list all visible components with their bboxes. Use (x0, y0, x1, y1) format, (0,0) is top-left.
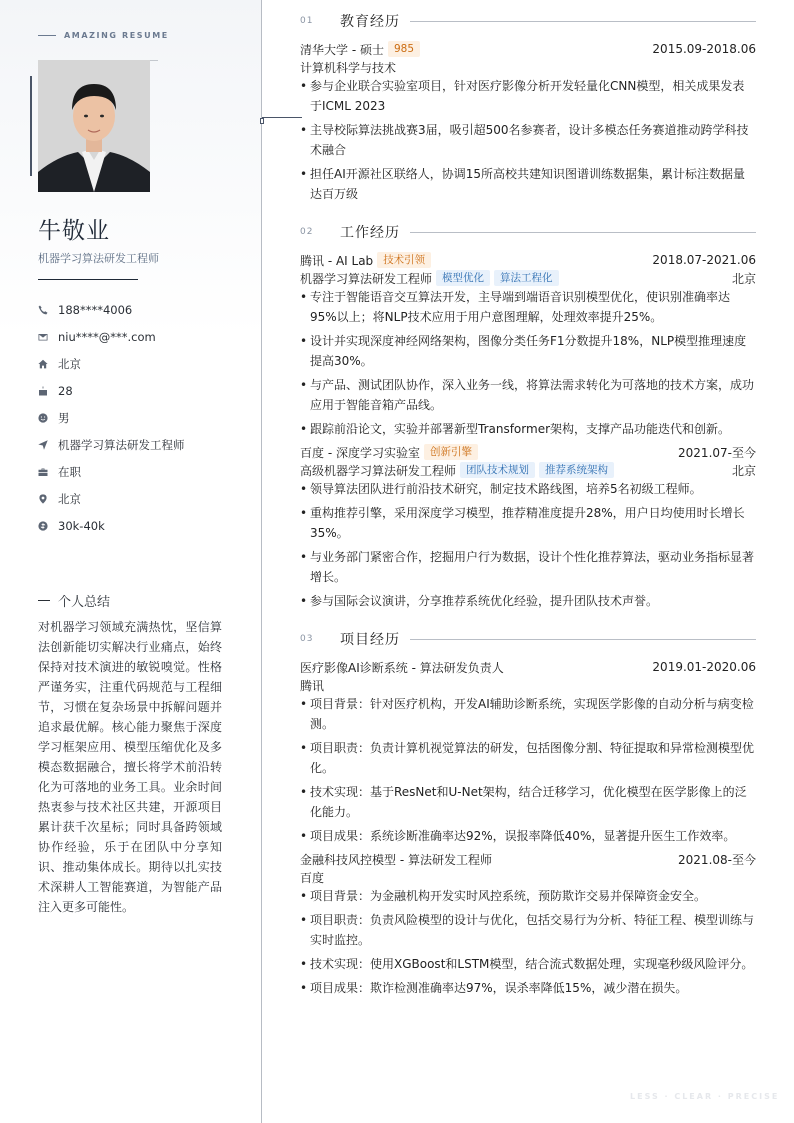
section-title: 工作经历 (340, 225, 400, 241)
education-entry (300, 40, 756, 58)
project-entry-1 (300, 658, 756, 676)
project-date: 2019.01-2020.06 (652, 660, 756, 674)
job-position-line-2 (300, 461, 756, 479)
job-position: 高级机器学习算法研发工程师 (300, 463, 457, 478)
section-rule (410, 21, 756, 22)
skill-tag: 推荐系统架构 (539, 462, 614, 478)
coin-icon (38, 521, 58, 531)
section-education-header (300, 11, 756, 31)
info-status (38, 458, 248, 485)
summary-heading (38, 591, 110, 610)
section-rule (410, 639, 756, 640)
project-entry-2 (300, 850, 756, 868)
list-item: • 主导校际算法挑战赛3届，吸引超500名参赛者，设计多模态任务赛道推动跨学科技术融合 (300, 120, 756, 160)
info-age-text: 28 (58, 383, 73, 398)
brand-text: AMAZING RESUME (64, 31, 169, 40)
info-job-target (38, 431, 248, 458)
info-phone-text: 188****4006 (58, 302, 133, 317)
project-org-line-2 (300, 868, 756, 886)
footer-watermark: LESS · CLEAR · PRECISE (630, 1092, 780, 1101)
sidebar (0, 0, 262, 1123)
info-salary (38, 512, 248, 539)
info-status-text: 在职 (58, 464, 81, 479)
list-item: • 担任AI开源社区联络人，协调15所高校共建知识图谱训练数据集，累计标注数据量达百万级 (300, 164, 756, 204)
summary-dash (38, 600, 50, 601)
section-title: 项目经历 (340, 632, 400, 648)
list-item: • 项目职责：负责计算机视觉算法的研发，包括图像分割、特征提取和异常检测模型优化。 (300, 738, 756, 778)
briefcase-icon (38, 467, 58, 477)
list-item: • 技术实现：基于ResNet和U-Net架构，结合迁移学习，优化模型在医学影像上的泛化能力。 (300, 782, 756, 822)
cake-icon (38, 386, 58, 396)
timeline-tick (262, 117, 302, 118)
skill-tag: 模型优化 (436, 270, 490, 286)
section-work-header (300, 222, 756, 242)
send-icon (38, 440, 58, 450)
job-city: 北京 (731, 271, 756, 286)
project-date: 2021.08-至今 (678, 852, 756, 867)
job-bullets-1 (300, 287, 756, 443)
section-title: 教育经历 (340, 14, 400, 30)
info-location-text: 北京 (58, 491, 81, 506)
section-rule (410, 232, 756, 233)
list-item: • 与业务部门紧密合作，挖掘用户行为数据，设计个性化推荐算法，驱动业务指标显著增长。 (300, 547, 756, 587)
smile-icon (38, 413, 58, 423)
job-entry-1 (300, 251, 756, 269)
list-item: • 设计并实现深度神经网络架构，图像分类任务F1分数提升18%，NLP模型推理速度提高30%。 (300, 331, 756, 371)
photo-frame-accent (30, 76, 32, 176)
section-number: 01 (300, 16, 314, 26)
portrait-image (38, 60, 150, 192)
company-tag: 技术引领 (377, 252, 431, 268)
contact-info (38, 296, 248, 539)
info-email (38, 323, 248, 350)
section-number: 03 (300, 634, 314, 644)
school-tag: 985 (388, 41, 420, 57)
education-major-line (300, 58, 756, 76)
education-bullets (300, 76, 756, 208)
mail-icon (38, 332, 58, 342)
avatar (38, 60, 150, 192)
project-bullets-1 (300, 694, 756, 850)
job-bullets-2 (300, 479, 756, 615)
candidate-role: 机器学习算法研发工程师 (38, 252, 159, 265)
list-item: • 重构推荐引擎，采用深度学习模型，推荐精准度提升28%，用户日均使用时长增长35%。 (300, 503, 756, 543)
info-phone (38, 296, 248, 323)
role-divider (38, 279, 138, 280)
info-age (38, 377, 248, 404)
list-item: • 专注于智能语音交互算法开发，主导端到端语音识别模型优化，使识别准确率达95%以上；将NLP技术应用于用户意图理解，处理效率提升25%。 (300, 287, 756, 327)
list-item: • 项目成果：欺诈检测准确率达97%，误杀率降低15%，减少潜在损失。 (300, 978, 756, 998)
job-position-line-1 (300, 269, 756, 287)
list-item: • 参与企业联合实验室项目，针对医疗影像分析开发轻量化CNN模型，相关成果发表于ICML 2023 (300, 76, 756, 116)
education-date: 2015.09-2018.06 (652, 42, 756, 56)
list-item: • 项目职责：负责风险模型的设计与优化，包括交易行为分析、特征工程、模型训练与实时监控。 (300, 910, 756, 950)
list-item: • 项目背景：针对医疗机构，开发AI辅助诊断系统，实现医学影像的自动分析与病变检测。 (300, 694, 756, 734)
job-entry-2 (300, 443, 756, 461)
list-item: • 技术实现：使用XGBoost和LSTM模型，结合流式数据处理，实现毫秒级风险评分。 (300, 954, 756, 974)
summary-title: 个人总结 (58, 595, 111, 610)
info-home (38, 350, 248, 377)
project-name: 医疗影像AI诊断系统 - 算法研发负责人 (300, 660, 504, 675)
list-item: • 领导算法团队进行前沿技术研究，制定技术路线图，培养5名初级工程师。 (300, 479, 756, 499)
list-item: • 项目背景：为金融机构开发实时风控系统，预防欺诈交易并保障资金安全。 (300, 886, 756, 906)
skill-tag: 算法工程化 (494, 270, 559, 286)
list-item: • 跟踪前沿论文，实验并部署新型Transformer架构，支撑产品功能迭代和创新。 (300, 419, 756, 439)
timeline-dot (260, 118, 264, 124)
brand-header (38, 31, 169, 40)
company-name: 腾讯 - AI Lab (300, 253, 374, 268)
job-date: 2021.07-至今 (678, 445, 756, 460)
home-icon (38, 359, 58, 369)
list-item: • 项目成果：系统诊断准确率达92%，误报率降低40%，显著提升医生工作效率。 (300, 826, 756, 846)
job-date: 2018.07-2021.06 (652, 253, 756, 267)
job-position: 机器学习算法研发工程师 (300, 271, 433, 286)
info-gender (38, 404, 248, 431)
info-home-text: 北京 (58, 356, 81, 371)
project-org: 百度 (300, 870, 325, 885)
section-number: 02 (300, 227, 314, 237)
location-pin-icon (38, 494, 58, 504)
job-city: 北京 (731, 463, 756, 478)
project-name: 金融科技风控模型 - 算法研发工程师 (300, 852, 492, 867)
project-org-line-1 (300, 676, 756, 694)
company-tag: 创新引擎 (424, 444, 478, 460)
project-bullets-2 (300, 886, 756, 1002)
candidate-name: 牛敬业 (38, 218, 110, 244)
summary-text: 对机器学习领域充满热忱，坚信算法创新能切实解决行业痛点，始终保持对技术演进的敏锐嗅觉。性格严谨务实，注重代码规范与工程细节，习惯在复杂场景中拆解问题并追求最优解。核心能力聚焦于深度学习框架应用、模型压缩优化及多模态数据融合，擅长将学术前沿转化为可落地的业务工具。业余时间热衷参与技术社区共建，开源项目累计获千次星标；同时具备跨领域协作经验，乐于在团队中分享知识、推动集体成长。期待以扎实技术深耕人工智能赛道，为智能产品注入更多可能性。 (38, 620, 222, 914)
section-projects-header (300, 629, 756, 649)
brand-line (38, 35, 56, 36)
education-major: 计算机科学与技术 (300, 60, 397, 75)
project-org: 腾讯 (300, 678, 325, 693)
list-item: • 参与国际会议演讲，分享推荐系统优化经验，提升团队技术声誉。 (300, 591, 756, 611)
school-name: 清华大学 - 硕士 (300, 42, 384, 57)
info-salary-text: 30k-40k (58, 518, 105, 533)
info-location (38, 485, 248, 512)
company-name: 百度 - 深度学习实验室 (300, 445, 420, 460)
info-gender-text: 男 (58, 410, 70, 425)
info-job-target-text: 机器学习算法研发工程师 (58, 437, 185, 452)
info-email-text: niu****@***.com (58, 329, 156, 344)
phone-icon (38, 305, 58, 315)
skill-tag: 团队技术规划 (460, 462, 535, 478)
list-item: • 与产品、测试团队协作，深入业务一线，将算法需求转化为可落地的技术方案，成功应用于智能音箱产品线。 (300, 375, 756, 415)
